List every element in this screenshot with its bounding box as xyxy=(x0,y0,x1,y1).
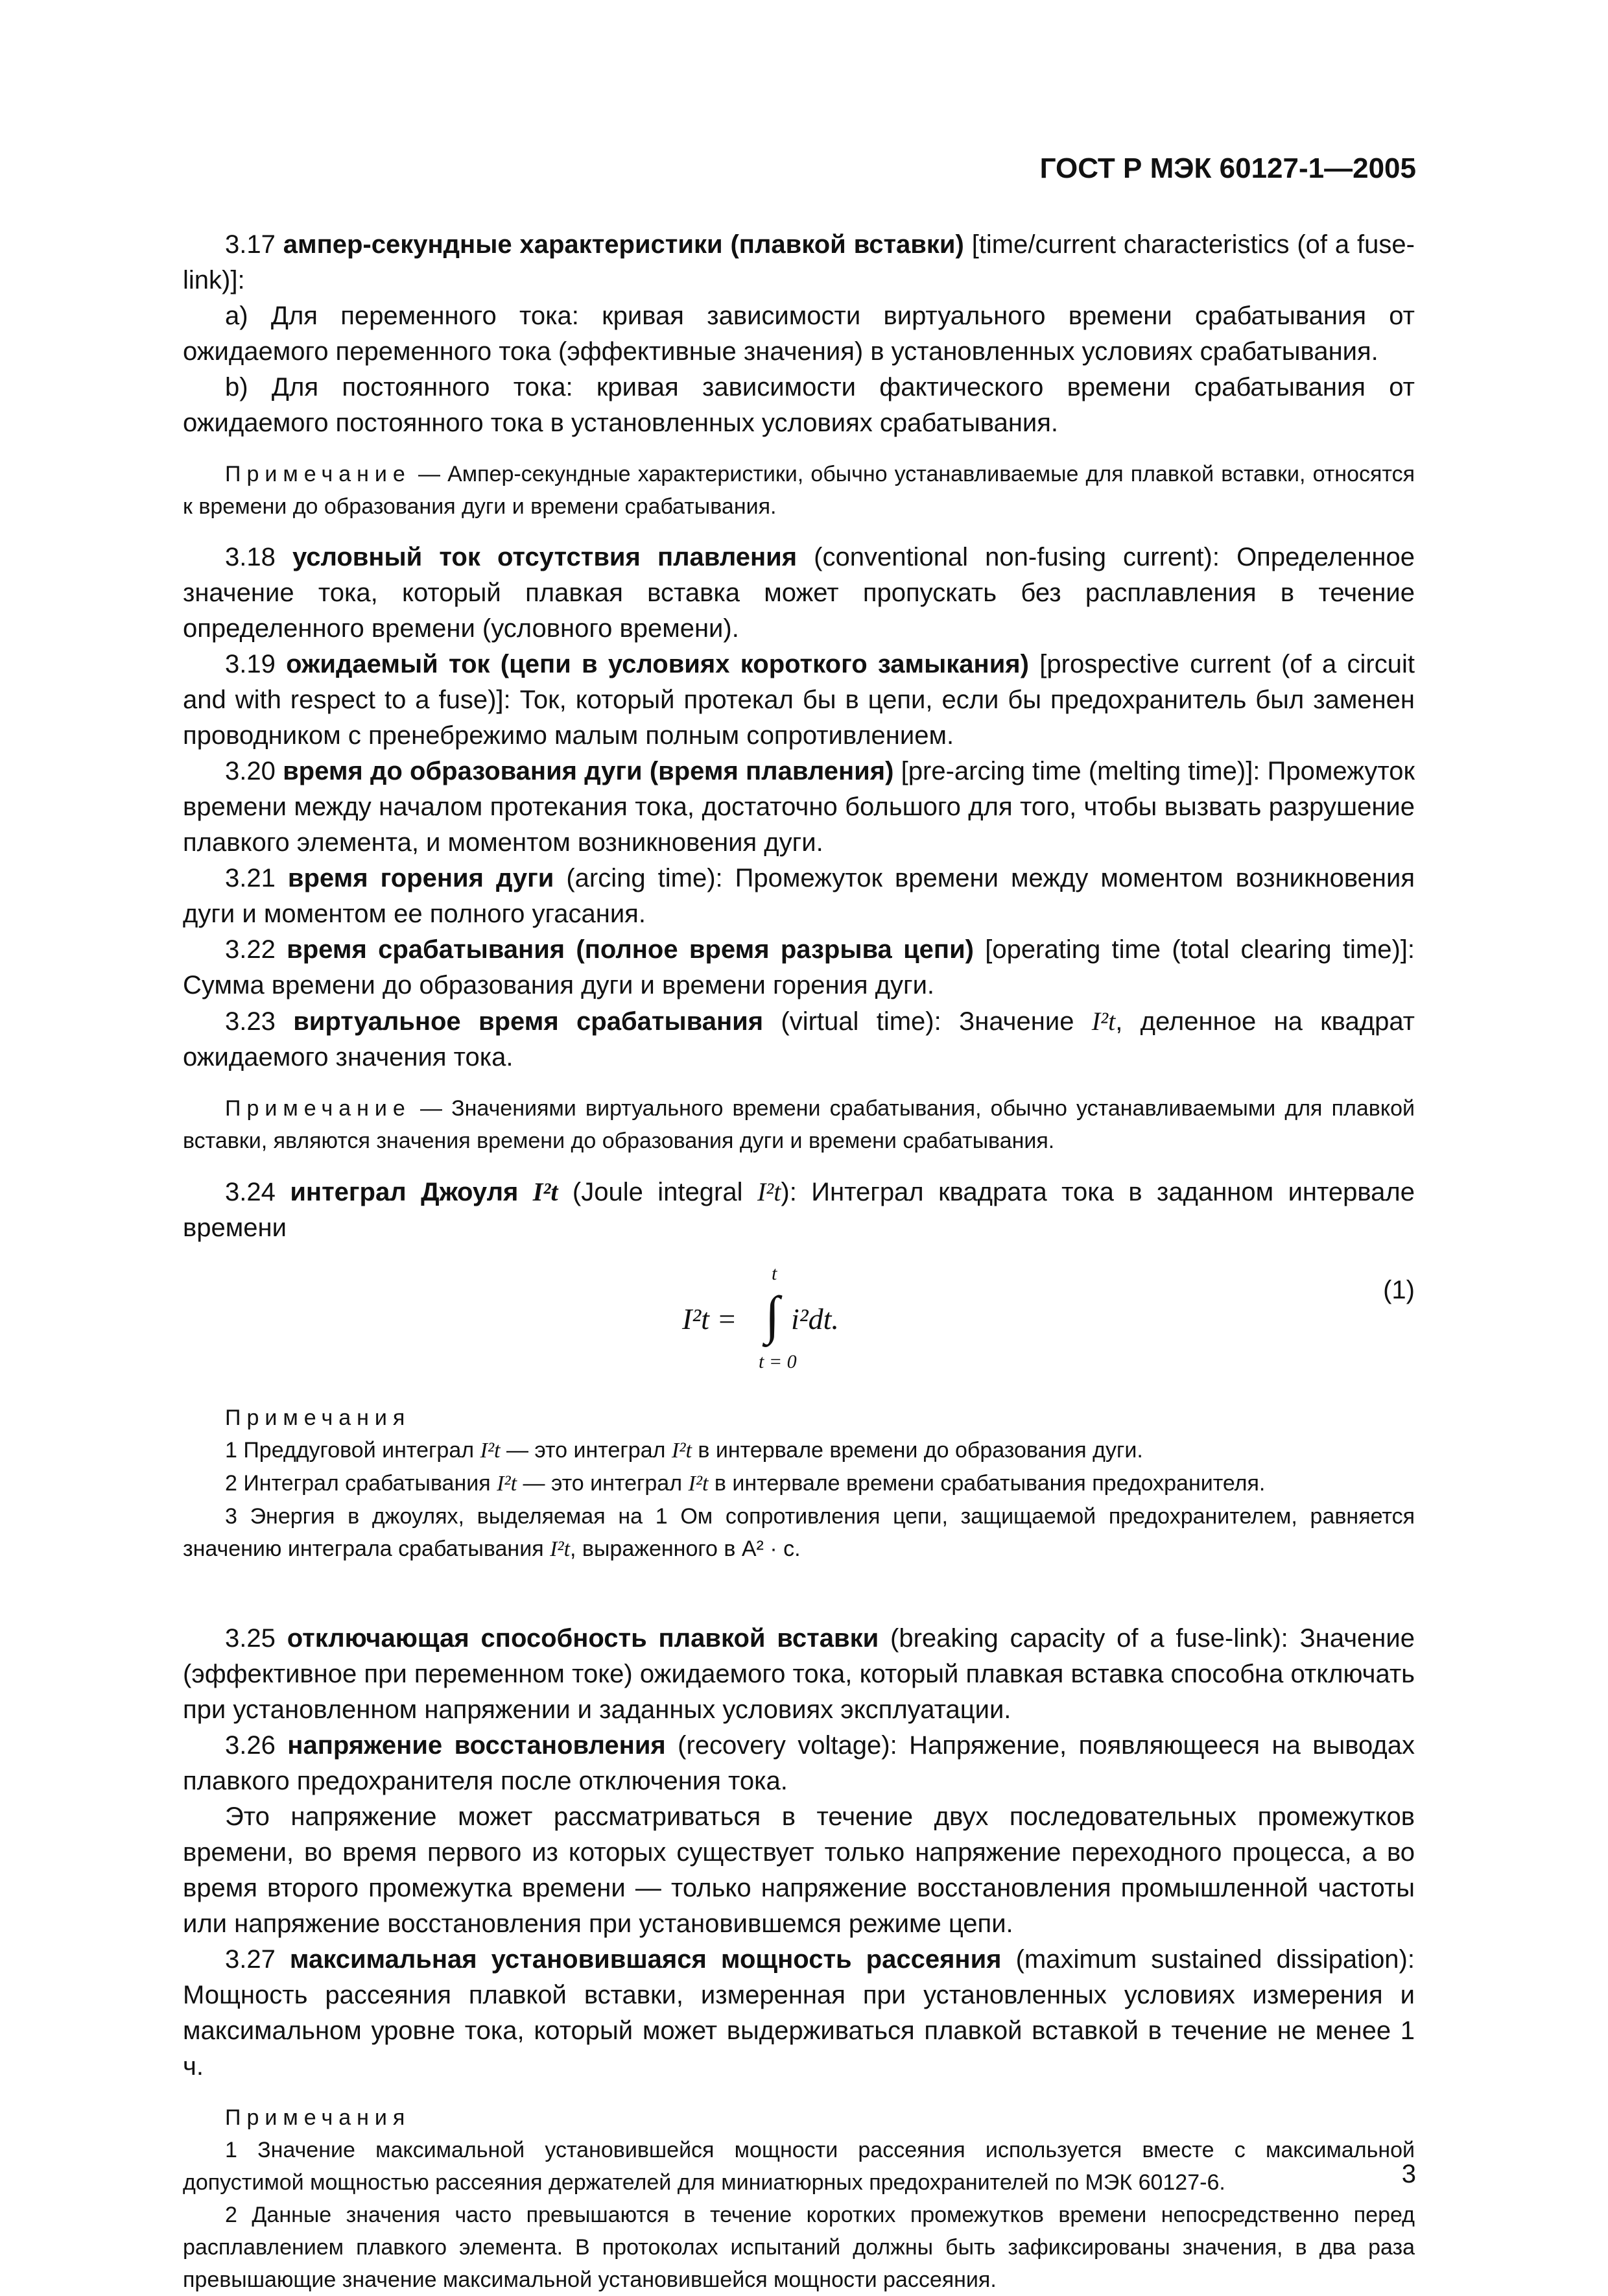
math-symbol-i2t: I²t xyxy=(497,1472,517,1496)
joule-integral-formula xyxy=(682,1265,916,1376)
clause-text: [time/current characteristics (of a fuse-link)]: xyxy=(183,230,1415,294)
clause-3-22 xyxy=(183,932,1415,1003)
note-text: — Ампер-секундные характеристики, обычно устанавливаемые для плавкой вставки, относятся к времени до образования дуги и времени срабатывания. xyxy=(183,462,1415,519)
clause-number: 3.18 xyxy=(225,543,276,571)
note-label: Примечания xyxy=(225,1405,411,1430)
note-label: Примечание xyxy=(225,462,411,486)
note-text: — Значениями виртуального времени срабатывания, обычно устанавливаемыми для плавкой вставки, являются значения времени до образования дуги и времени срабатывания. xyxy=(183,1096,1415,1153)
clause-3-18 xyxy=(183,540,1415,647)
integral-upper-limit: t xyxy=(772,1263,777,1284)
clause-term: время до образования дуги (время плавления) xyxy=(283,757,894,785)
math-symbol-i2t: I²t xyxy=(688,1472,709,1496)
clause-3-26-para: Это напряжение может рассматриваться в течение двух последовательных промежутков времени, во время первого из которых существует только напряжение переходного процесса, а во время второго промежутка времени — только напряжение восстановления промышленной частоты или напряжение восстановления при установившемся режиме цепи. xyxy=(183,1802,1415,1938)
note-text: 2 Интеграл срабатывания xyxy=(225,1471,491,1496)
clause-text: (conventional non-fusing current): Определенное значение тока, который плавкая вставка может пропускать без расплавления в течение определенного времени (условного времени). xyxy=(183,543,1415,643)
note-3-17 xyxy=(183,458,1415,523)
formula-block xyxy=(183,1265,1415,1376)
note-3-23 xyxy=(183,1092,1415,1157)
clause-number: 3.20 xyxy=(225,757,276,785)
clause-number: 3.22 xyxy=(225,935,276,964)
clause-number: 3.23 xyxy=(225,1007,276,1036)
clause-3-24 xyxy=(183,1174,1415,1246)
clause-3-25 xyxy=(183,1621,1415,1728)
clause-term: ампер-секундные характеристики (плавкой вставки) xyxy=(283,230,964,259)
clause-number: 3.26 xyxy=(225,1731,276,1760)
clause-number: 3.19 xyxy=(225,650,276,678)
math-symbol-i2t: I²t xyxy=(671,1439,692,1463)
clause-text: [prospective current (of a circuit and with respect to a fuse)]: Ток, который протекал бы в цепи, если бы предохранитель был заменен проводником с пренебрежимо малым полным сопротивлением. xyxy=(183,650,1415,750)
document-body xyxy=(183,227,1415,2296)
integral-lower-limit: t = 0 xyxy=(759,1351,797,1372)
note-3-24-3 xyxy=(183,1500,1415,1566)
note-text: в интервале времени до образования дуги. xyxy=(698,1438,1143,1463)
note-3-24-1 xyxy=(183,1434,1415,1467)
integral-sign: ∫ xyxy=(765,1286,780,1345)
math-symbol-i2t: I²t xyxy=(1091,1007,1116,1036)
note-3-24-2 xyxy=(183,1467,1415,1500)
note-text: 1 Преддуговой интеграл xyxy=(225,1438,475,1463)
clause-text: (breaking capacity of a fuse-link): Значение (эффективное при переменном токе) ожидаемого тока, который плавкая вставка способна отключать при установленном напряжении и заданных условиях эксплуатации. xyxy=(183,1624,1415,1724)
notes-3-24-label xyxy=(183,1402,1415,1434)
clause-number: 3.17 xyxy=(225,230,276,259)
clause-3-17-b: b) Для постоянного тока: кривая зависимости фактического времени срабатывания от ожидаемого постоянного тока в установленных условиях срабатывания. xyxy=(183,373,1415,437)
clause-3-26 xyxy=(183,1728,1415,1799)
clause-3-17-a: а) Для переменного тока: кривая зависимости виртуального времени срабатывания от ожидаемого переменного тока (эффективные значения) в установленных условиях срабатывания. xyxy=(183,302,1415,366)
clause-3-27 xyxy=(183,1942,1415,2085)
clause-number: 3.21 xyxy=(225,864,276,892)
clause-term: напряжение восстановления xyxy=(287,1731,666,1760)
note-text: 3 Энергия в джоулях, выделяемая на 1 Ом сопротивления цепи, защищаемой предохранителем, равняется значению интеграла срабатывания xyxy=(183,1504,1415,1561)
note-text: — это интеграл xyxy=(506,1438,666,1463)
clause-term: отключающая способность плавкой вставки xyxy=(287,1624,879,1653)
math-symbol-i2t: I²t xyxy=(550,1537,571,1561)
clause-text: [operating time (total clearing time)]: Сумма времени до образования дуги и времени горения дуги. xyxy=(183,935,1415,999)
formula-lhs: I²t = xyxy=(682,1302,737,1335)
note-label: Примечания xyxy=(225,2105,411,2130)
note-text: — это интеграл xyxy=(523,1471,683,1496)
notes-3-27-label xyxy=(183,2101,1415,2134)
clause-text: (maximum sustained dissipation): Мощность рассеяния плавкой вставки, измеренная при установленных условиях измерения и максимальном уровне тока, который может выдерживаться плавкой вставкой в течение не менее 1 ч. xyxy=(183,1945,1415,2081)
clause-text: [pre-arcing time (melting time)]: Промежуток времени между началом протекания тока, достаточно большого для того, чтобы вызвать разрушение плавкого элемента, и моментом возникновения дуги. xyxy=(183,757,1415,857)
clause-3-19 xyxy=(183,647,1415,754)
clause-text: ): Интеграл квадрата тока в заданном интервале времени xyxy=(183,1178,1415,1242)
clause-term: условный ток отсутствия плавления xyxy=(292,543,798,571)
clause-term: время срабатывания (полное время разрыва цепи) xyxy=(287,935,974,964)
equation-number: (1) xyxy=(1383,1276,1415,1304)
note-3-27-1: 1 Значение максимальной установившейся мощности рассеяния используется вместе с максимальной допустимой мощностью рассеяния держателей для миниатюрных предохранителей по МЭК 60127-6. xyxy=(183,2138,1415,2195)
clause-text: , деленное на квадрат ожидаемого значения тока. xyxy=(183,1007,1415,1071)
note-3-27-2: 2 Данные значения часто превышаются в течение коротких промежутков времени непосредственно перед расплавлением плавкого элемента. В протоколах испытаний должны быть зафиксированы значения, в два раза превышающие значение максимальной установившейся мощности рассеяния. xyxy=(183,2203,1415,2292)
clause-number: 3.27 xyxy=(225,1945,276,1974)
clause-number: 3.25 xyxy=(225,1624,276,1653)
math-symbol-i2t: I²t xyxy=(757,1177,781,1206)
clause-term: время горения дуги xyxy=(287,864,554,892)
formula-rhs: i²dt. xyxy=(791,1302,839,1335)
clause-3-20 xyxy=(183,754,1415,861)
clause-term: ожидаемый ток (цепи в условиях короткого замыкания) xyxy=(286,650,1029,678)
clause-text: (recovery voltage): Напряжение, появляющееся на выводах плавкого предохранителя после отключения тока. xyxy=(183,1731,1415,1795)
clause-text: (virtual time): Значение xyxy=(781,1007,1074,1036)
clause-number: 3.24 xyxy=(225,1178,276,1206)
clause-text: (arcing time): Промежуток времени между моментом возникновения дуги и моментом ее полного угасания. xyxy=(183,864,1415,928)
document-header: ГОСТ Р МЭК 60127-1—2005 xyxy=(1039,152,1416,184)
note-label: Примечание xyxy=(225,1096,411,1121)
math-symbol-i2t: I²t xyxy=(532,1177,558,1206)
math-symbol-i2t: I²t xyxy=(480,1439,501,1463)
clause-3-17 xyxy=(183,227,1415,298)
note-text: в интервале времени срабатывания предохранителя. xyxy=(714,1471,1266,1496)
clause-term: виртуальное время срабатывания xyxy=(293,1007,764,1036)
note-text: , выраженного в А² · с. xyxy=(570,1537,801,1561)
page-number: 3 xyxy=(1401,2160,1416,2188)
clause-3-21 xyxy=(183,861,1415,932)
clause-term: интеграл Джоуля xyxy=(290,1178,519,1206)
clause-text: (Joule integral xyxy=(572,1178,743,1206)
clause-3-23 xyxy=(183,1003,1415,1075)
clause-term: максимальная установившаяся мощность рассеяния xyxy=(289,1945,1002,1974)
